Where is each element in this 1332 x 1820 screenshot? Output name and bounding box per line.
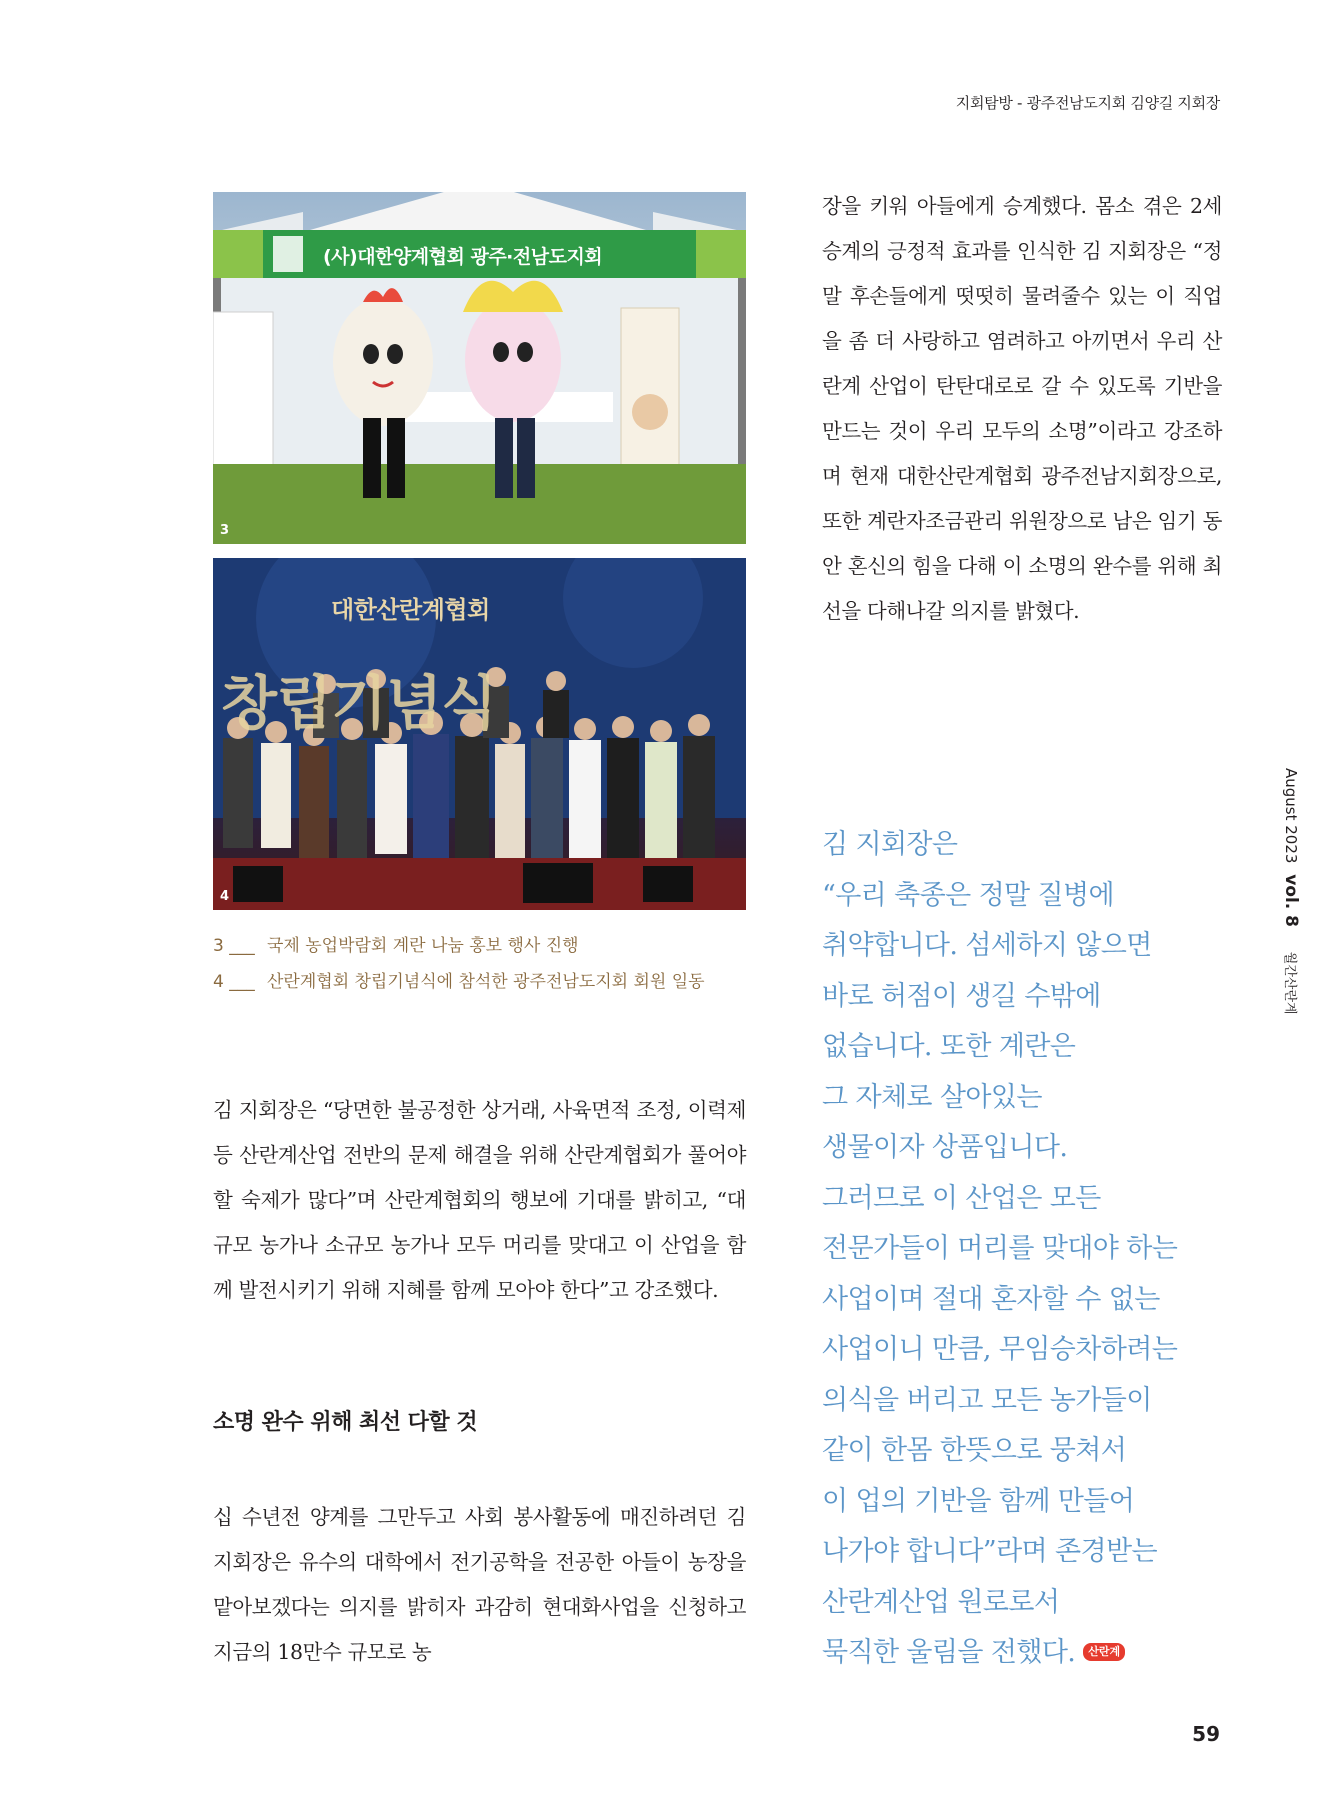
quote-line: 없습니다. 또한 계란은 xyxy=(822,1031,1076,1062)
issue-volume: vol. 8 xyxy=(1281,874,1301,928)
quote-line: 산란계산업 원로로서 xyxy=(822,1586,1060,1618)
quote-line: 나가야 합니다”라며 존경받는 xyxy=(822,1536,1157,1567)
issue-month: August 2023 xyxy=(1282,768,1300,864)
caption-item xyxy=(213,964,773,1000)
caption-item xyxy=(213,928,773,964)
quote-line: 바로 허점이 생길 수밖에 xyxy=(822,980,1101,1012)
quote-line: 김 지회장은 xyxy=(822,829,958,860)
page-number: 59 xyxy=(1192,1722,1220,1746)
magazine-name: 월간산란계 xyxy=(1282,951,1297,1015)
booth-banner-text: (사)대한양계협회 광주·전남도지회 xyxy=(323,246,603,268)
end-mark-badge: 산란계 xyxy=(1083,1643,1125,1661)
pull-quote xyxy=(822,820,1222,1679)
photo-anniversary-group xyxy=(213,558,746,910)
quote-line: “우리 축종은 정말 질병에 xyxy=(822,879,1114,911)
quote-line xyxy=(822,1628,1222,1679)
quote-line: 취약합니다. 섬세하지 않으면 xyxy=(822,930,1152,961)
association-banner-text: 대한산란계협회 xyxy=(331,596,490,624)
running-header: 지회탐방 - 광주전남도지회 김양길 지회장 xyxy=(955,94,1220,112)
photo-captions xyxy=(213,928,773,1000)
quote-line: 그 자체로 살아있는 xyxy=(822,1081,1042,1113)
quote-line: 전문가들이 머리를 맞대야 하는 xyxy=(822,1233,1178,1264)
backdrop-text: 창립기념식 xyxy=(221,669,497,737)
issue-sidebar xyxy=(1275,768,1305,1015)
body-paragraph: 김 지회장은 “당면한 불공정한 상거래, 사육면적 조정, 이력제 등 산란계산업 전반의 문제 해결을 위해 산란계협회가 풀어야 할 숙제가 많다”며 산란계협회의 행보에 기대를 밝히고, “대규모 농가나 소규모 농가나 모두 머리를 맞대고 이 산업을 함께 발전시키기 위해 지혜를 함께 모아야 한다”고 강조했다. xyxy=(213,1098,746,1302)
quote-line: 의식을 버리고 모든 농가들이 xyxy=(822,1384,1152,1416)
quote-line: 같이 한몸 한뜻으로 뭉쳐서 xyxy=(822,1435,1127,1466)
quote-line: 그러므로 이 산업은 모든 xyxy=(822,1182,1101,1214)
photo-number: 3 xyxy=(220,523,230,538)
caption-text: 산란계협회 창립기념식에 참석한 광주전남도지회 회원 일동 xyxy=(267,972,705,992)
photo-egg-promotion xyxy=(213,192,746,544)
body-paragraph: 장을 키워 아들에게 승계했다. 몸소 겪은 2세 승계의 긍정적 효과를 인식한 김 지회장은 “정말 후손들에게 떳떳히 물려줄수 있는 이 직업을 좀 더 사랑하고 염려하고 아끼면서 우리 산란계 산업이 탄탄대로로 갈 수 있도록 기반을 만드는 것이 우리 모두의 소명”이라고 강조하며 현재 대한산란계협회 광주전남지회장으로, 또한 계란자조금관리 위원장으로 남은 임기 동안 혼신의 힘을 다해 이 소명의 완수를 위해 최선을 다해나갈 의지를 밝혔다. xyxy=(822,194,1222,623)
caption-number: 3 ___ xyxy=(213,936,255,956)
quote-line: 사업이며 절대 혼자할 수 없는 xyxy=(822,1283,1160,1315)
section-subheading: 소명 완수 위해 최선 다할 것 xyxy=(213,1410,478,1435)
quote-line: 이 업의 기반을 함께 만들어 xyxy=(822,1485,1135,1517)
photo-number: 4 xyxy=(220,889,230,904)
quote-line: 사업이니 만큼, 무임승차하려는 xyxy=(822,1334,1178,1365)
caption-number: 4 ___ xyxy=(213,972,255,992)
body-paragraph: 십 수년전 양계를 그만두고 사회 봉사활동에 매진하려던 김 지회장은 유수의 대학에서 전기공학을 전공한 아들이 농장을 맡아보겠다는 의지를 밝히자 과감히 현대화사업을 신청하고 지금의 18만수 규모로 농 xyxy=(213,1505,746,1664)
quote-line-text: 묵직한 울림을 전했다. xyxy=(822,1637,1076,1668)
quote-line: 생물이자 상품입니다. xyxy=(822,1132,1068,1163)
caption-text: 국제 농업박람회 계란 나눔 홍보 행사 진행 xyxy=(267,936,579,956)
